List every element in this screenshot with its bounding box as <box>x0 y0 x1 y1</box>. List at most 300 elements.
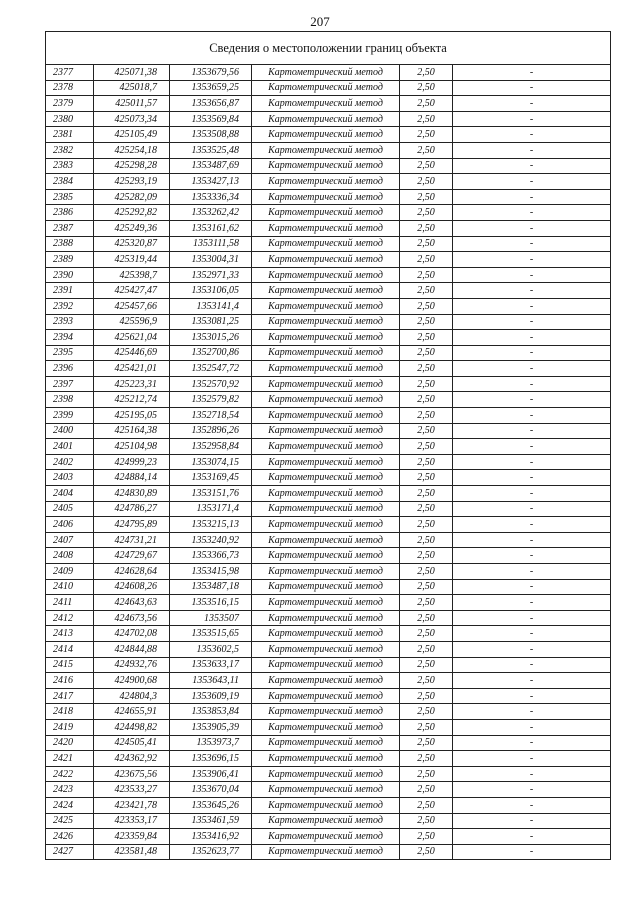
point-number-cell: 2411 <box>46 595 94 611</box>
accuracy-cell: 2,50 <box>400 142 453 158</box>
accuracy-cell: 2,50 <box>400 189 453 205</box>
description-cell: - <box>453 751 611 767</box>
description-cell: - <box>453 330 611 346</box>
coordinate-y-cell: 1352718,54 <box>170 408 252 424</box>
table-row <box>46 65 611 81</box>
description-cell: - <box>453 220 611 236</box>
coordinate-x-cell: 425254,18 <box>94 142 170 158</box>
accuracy-cell: 2,50 <box>400 96 453 112</box>
coordinate-x-cell: 424900,68 <box>94 673 170 689</box>
point-number-cell: 2377 <box>46 65 94 81</box>
determination-method-cell: Картометрический метод <box>252 486 400 502</box>
determination-method-cell: Картометрический метод <box>252 236 400 252</box>
coordinate-y-cell: 1353569,84 <box>170 111 252 127</box>
coordinate-y-cell: 1353525,48 <box>170 142 252 158</box>
determination-method-cell: Картометрический метод <box>252 314 400 330</box>
determination-method-cell: Картометрический метод <box>252 641 400 657</box>
coordinate-x-cell: 425427,47 <box>94 283 170 299</box>
description-cell: - <box>453 96 611 112</box>
determination-method-cell: Картометрический метод <box>252 267 400 283</box>
coordinate-y-cell: 1353973,7 <box>170 735 252 751</box>
description-cell: - <box>453 65 611 81</box>
description-cell: - <box>453 501 611 517</box>
accuracy-cell: 2,50 <box>400 298 453 314</box>
coordinate-x-cell: 425164,38 <box>94 423 170 439</box>
determination-method-cell: Картометрический метод <box>252 439 400 455</box>
coordinate-y-cell: 1353336,34 <box>170 189 252 205</box>
description-cell: - <box>453 564 611 580</box>
determination-method-cell: Картометрический метод <box>252 142 400 158</box>
coordinate-x-cell: 425249,36 <box>94 220 170 236</box>
coordinate-y-cell: 1353461,59 <box>170 813 252 829</box>
coordinate-x-cell: 424731,21 <box>94 532 170 548</box>
accuracy-cell: 2,50 <box>400 236 453 252</box>
description-cell: - <box>453 423 611 439</box>
determination-method-cell: Картометрический метод <box>252 688 400 704</box>
determination-method-cell: Картометрический метод <box>252 813 400 829</box>
determination-method-cell: Картометрический метод <box>252 579 400 595</box>
table-row <box>46 142 611 158</box>
coordinate-x-cell: 425596,9 <box>94 314 170 330</box>
determination-method-cell: Картометрический метод <box>252 719 400 735</box>
accuracy-cell: 2,50 <box>400 408 453 424</box>
coordinate-x-cell: 425298,28 <box>94 158 170 174</box>
coordinate-x-cell: 425421,01 <box>94 361 170 377</box>
coordinate-x-cell: 424628,64 <box>94 564 170 580</box>
accuracy-cell: 2,50 <box>400 813 453 829</box>
coordinate-x-cell: 425073,34 <box>94 111 170 127</box>
point-number-cell: 2423 <box>46 782 94 798</box>
accuracy-cell: 2,50 <box>400 267 453 283</box>
coordinate-x-cell: 424702,08 <box>94 626 170 642</box>
description-cell: - <box>453 376 611 392</box>
coordinate-x-cell: 425446,69 <box>94 345 170 361</box>
coordinate-y-cell: 1352547,72 <box>170 361 252 377</box>
accuracy-cell: 2,50 <box>400 330 453 346</box>
coordinate-y-cell: 1353215,13 <box>170 517 252 533</box>
determination-method-cell: Картометрический метод <box>252 766 400 782</box>
description-cell: - <box>453 361 611 377</box>
determination-method-cell: Картометрический метод <box>252 205 400 221</box>
accuracy-cell: 2,50 <box>400 392 453 408</box>
determination-method-cell: Картометрический метод <box>252 189 400 205</box>
accuracy-cell: 2,50 <box>400 704 453 720</box>
table-row <box>46 673 611 689</box>
point-number-cell: 2420 <box>46 735 94 751</box>
accuracy-cell: 2,50 <box>400 673 453 689</box>
table-row <box>46 96 611 112</box>
accuracy-cell: 2,50 <box>400 548 453 564</box>
description-cell: - <box>453 579 611 595</box>
coordinate-y-cell: 1353081,25 <box>170 314 252 330</box>
point-number-cell: 2388 <box>46 236 94 252</box>
table-row <box>46 782 611 798</box>
determination-method-cell: Картометрический метод <box>252 96 400 112</box>
coordinate-y-cell: 1353366,73 <box>170 548 252 564</box>
coordinate-y-cell: 1352579,82 <box>170 392 252 408</box>
table-row <box>46 111 611 127</box>
description-cell: - <box>453 314 611 330</box>
accuracy-cell: 2,50 <box>400 439 453 455</box>
coordinate-y-cell: 1353262,42 <box>170 205 252 221</box>
table-row <box>46 330 611 346</box>
description-cell: - <box>453 813 611 829</box>
coordinate-y-cell: 1353645,26 <box>170 797 252 813</box>
determination-method-cell: Картометрический метод <box>252 158 400 174</box>
coordinate-x-cell: 423675,56 <box>94 766 170 782</box>
accuracy-cell: 2,50 <box>400 486 453 502</box>
coordinate-y-cell: 1353906,41 <box>170 766 252 782</box>
table-row <box>46 408 611 424</box>
coordinate-x-cell: 425018,7 <box>94 80 170 96</box>
point-number-cell: 2386 <box>46 205 94 221</box>
description-cell: - <box>453 595 611 611</box>
description-cell: - <box>453 345 611 361</box>
accuracy-cell: 2,50 <box>400 174 453 190</box>
description-cell: - <box>453 470 611 486</box>
determination-method-cell: Картометрический метод <box>252 673 400 689</box>
boundary-coordinates-table <box>45 31 611 860</box>
coordinate-y-cell: 1353602,5 <box>170 641 252 657</box>
accuracy-cell: 2,50 <box>400 564 453 580</box>
coordinate-y-cell: 1353415,98 <box>170 564 252 580</box>
accuracy-cell: 2,50 <box>400 844 453 860</box>
coordinate-y-cell: 1353427,13 <box>170 174 252 190</box>
point-number-cell: 2410 <box>46 579 94 595</box>
determination-method-cell: Картометрический метод <box>252 797 400 813</box>
table-row <box>46 751 611 767</box>
table-row <box>46 719 611 735</box>
coordinate-y-cell: 1353609,19 <box>170 688 252 704</box>
accuracy-cell: 2,50 <box>400 314 453 330</box>
point-number-cell: 2402 <box>46 454 94 470</box>
description-cell: - <box>453 189 611 205</box>
coordinate-x-cell: 425195,05 <box>94 408 170 424</box>
point-number-cell: 2385 <box>46 189 94 205</box>
accuracy-cell: 2,50 <box>400 345 453 361</box>
point-number-cell: 2412 <box>46 610 94 626</box>
coordinate-x-cell: 424999,23 <box>94 454 170 470</box>
coordinate-y-cell: 1353656,87 <box>170 96 252 112</box>
description-cell: - <box>453 610 611 626</box>
table-row <box>46 80 611 96</box>
accuracy-cell: 2,50 <box>400 65 453 81</box>
table-row <box>46 283 611 299</box>
table-row <box>46 641 611 657</box>
point-number-cell: 2409 <box>46 564 94 580</box>
coordinate-x-cell: 424673,56 <box>94 610 170 626</box>
point-number-cell: 2403 <box>46 470 94 486</box>
point-number-cell: 2427 <box>46 844 94 860</box>
determination-method-cell: Картометрический метод <box>252 657 400 673</box>
point-number-cell: 2399 <box>46 408 94 424</box>
determination-method-cell: Картометрический метод <box>252 782 400 798</box>
determination-method-cell: Картометрический метод <box>252 252 400 268</box>
table-row <box>46 470 611 486</box>
accuracy-cell: 2,50 <box>400 283 453 299</box>
table-row <box>46 252 611 268</box>
point-number-cell: 2419 <box>46 719 94 735</box>
point-number-cell: 2396 <box>46 361 94 377</box>
coordinate-y-cell: 1353659,25 <box>170 80 252 96</box>
determination-method-cell: Картометрический метод <box>252 283 400 299</box>
coordinate-y-cell: 1353633,17 <box>170 657 252 673</box>
description-cell: - <box>453 626 611 642</box>
coordinate-x-cell: 425071,38 <box>94 65 170 81</box>
point-number-cell: 2416 <box>46 673 94 689</box>
coordinate-y-cell: 1353004,31 <box>170 252 252 268</box>
table-row <box>46 595 611 611</box>
table-row <box>46 454 611 470</box>
accuracy-cell: 2,50 <box>400 688 453 704</box>
accuracy-cell: 2,50 <box>400 517 453 533</box>
coordinate-y-cell: 1352971,33 <box>170 267 252 283</box>
table-row <box>46 688 611 704</box>
coordinate-y-cell: 1353169,45 <box>170 470 252 486</box>
table-row <box>46 220 611 236</box>
table-row <box>46 267 611 283</box>
description-cell: - <box>453 298 611 314</box>
coordinate-y-cell: 1352623,77 <box>170 844 252 860</box>
accuracy-cell: 2,50 <box>400 80 453 96</box>
coordinate-y-cell: 1353171,4 <box>170 501 252 517</box>
description-cell: - <box>453 408 611 424</box>
point-number-cell: 2393 <box>46 314 94 330</box>
table-row <box>46 829 611 845</box>
point-number-cell: 2384 <box>46 174 94 190</box>
coordinate-x-cell: 423359,84 <box>94 829 170 845</box>
table-row <box>46 392 611 408</box>
determination-method-cell: Картометрический метод <box>252 376 400 392</box>
coordinate-y-cell: 1353696,15 <box>170 751 252 767</box>
determination-method-cell: Картометрический метод <box>252 174 400 190</box>
table-row <box>46 657 611 673</box>
accuracy-cell: 2,50 <box>400 797 453 813</box>
coordinate-x-cell: 424498,82 <box>94 719 170 735</box>
coordinate-x-cell: 424505,41 <box>94 735 170 751</box>
determination-method-cell: Картометрический метод <box>252 610 400 626</box>
point-number-cell: 2379 <box>46 96 94 112</box>
point-number-cell: 2389 <box>46 252 94 268</box>
coordinate-y-cell: 1353516,15 <box>170 595 252 611</box>
point-number-cell: 2405 <box>46 501 94 517</box>
determination-method-cell: Картометрический метод <box>252 298 400 314</box>
description-cell: - <box>453 688 611 704</box>
determination-method-cell: Картометрический метод <box>252 517 400 533</box>
description-cell: - <box>453 439 611 455</box>
coordinate-x-cell: 425320,87 <box>94 236 170 252</box>
accuracy-cell: 2,50 <box>400 205 453 221</box>
coordinate-y-cell: 1353074,15 <box>170 454 252 470</box>
point-number-cell: 2424 <box>46 797 94 813</box>
point-number-cell: 2406 <box>46 517 94 533</box>
description-cell: - <box>453 205 611 221</box>
accuracy-cell: 2,50 <box>400 252 453 268</box>
coordinate-y-cell: 1353905,39 <box>170 719 252 735</box>
accuracy-cell: 2,50 <box>400 470 453 486</box>
coordinate-y-cell: 1353679,56 <box>170 65 252 81</box>
table-row <box>46 376 611 392</box>
description-cell: - <box>453 657 611 673</box>
coordinate-y-cell: 1353507 <box>170 610 252 626</box>
determination-method-cell: Картометрический метод <box>252 423 400 439</box>
table-row <box>46 423 611 439</box>
table-row <box>46 501 611 517</box>
table-row <box>46 158 611 174</box>
determination-method-cell: Картометрический метод <box>252 829 400 845</box>
point-number-cell: 2391 <box>46 283 94 299</box>
point-number-cell: 2380 <box>46 111 94 127</box>
accuracy-cell: 2,50 <box>400 361 453 377</box>
coordinate-x-cell: 424786,27 <box>94 501 170 517</box>
table-row <box>46 314 611 330</box>
coordinate-x-cell: 425319,44 <box>94 252 170 268</box>
point-number-cell: 2407 <box>46 532 94 548</box>
determination-method-cell: Картометрический метод <box>252 704 400 720</box>
coordinate-x-cell: 425011,57 <box>94 96 170 112</box>
determination-method-cell: Картометрический метод <box>252 844 400 860</box>
coordinate-x-cell: 423581,48 <box>94 844 170 860</box>
description-cell: - <box>453 766 611 782</box>
description-cell: - <box>453 267 611 283</box>
point-number-cell: 2414 <box>46 641 94 657</box>
table-row <box>46 735 611 751</box>
accuracy-cell: 2,50 <box>400 501 453 517</box>
accuracy-cell: 2,50 <box>400 641 453 657</box>
table-title-row <box>46 32 611 65</box>
description-cell: - <box>453 174 611 190</box>
determination-method-cell: Картометрический метод <box>252 548 400 564</box>
table-row <box>46 174 611 190</box>
accuracy-cell: 2,50 <box>400 376 453 392</box>
description-cell: - <box>453 142 611 158</box>
coordinate-y-cell: 1353515,65 <box>170 626 252 642</box>
coordinate-x-cell: 424932,76 <box>94 657 170 673</box>
point-number-cell: 2387 <box>46 220 94 236</box>
coordinate-y-cell: 1353853,84 <box>170 704 252 720</box>
description-cell: - <box>453 673 611 689</box>
coordinate-y-cell: 1352958,84 <box>170 439 252 455</box>
description-cell: - <box>453 719 611 735</box>
table-row <box>46 548 611 564</box>
point-number-cell: 2418 <box>46 704 94 720</box>
coordinate-y-cell: 1353161,62 <box>170 220 252 236</box>
determination-method-cell: Картометрический метод <box>252 345 400 361</box>
point-number-cell: 2400 <box>46 423 94 439</box>
coordinate-x-cell: 423421,78 <box>94 797 170 813</box>
point-number-cell: 2404 <box>46 486 94 502</box>
point-number-cell: 2395 <box>46 345 94 361</box>
point-number-cell: 2426 <box>46 829 94 845</box>
determination-method-cell: Картометрический метод <box>252 80 400 96</box>
table-row <box>46 345 611 361</box>
accuracy-cell: 2,50 <box>400 127 453 143</box>
determination-method-cell: Картометрический метод <box>252 220 400 236</box>
accuracy-cell: 2,50 <box>400 579 453 595</box>
coordinate-x-cell: 424362,92 <box>94 751 170 767</box>
determination-method-cell: Картометрический метод <box>252 532 400 548</box>
point-number-cell: 2392 <box>46 298 94 314</box>
point-number-cell: 2383 <box>46 158 94 174</box>
coordinate-x-cell: 424608,26 <box>94 579 170 595</box>
accuracy-cell: 2,50 <box>400 766 453 782</box>
description-cell: - <box>453 548 611 564</box>
description-cell: - <box>453 252 611 268</box>
description-cell: - <box>453 80 611 96</box>
determination-method-cell: Картометрический метод <box>252 330 400 346</box>
table-row <box>46 610 611 626</box>
accuracy-cell: 2,50 <box>400 735 453 751</box>
table-row <box>46 626 611 642</box>
description-cell: - <box>453 532 611 548</box>
point-number-cell: 2397 <box>46 376 94 392</box>
point-number-cell: 2413 <box>46 626 94 642</box>
point-number-cell: 2401 <box>46 439 94 455</box>
table-row <box>46 361 611 377</box>
accuracy-cell: 2,50 <box>400 423 453 439</box>
determination-method-cell: Картометрический метод <box>252 454 400 470</box>
point-number-cell: 2398 <box>46 392 94 408</box>
accuracy-cell: 2,50 <box>400 220 453 236</box>
determination-method-cell: Картометрический метод <box>252 361 400 377</box>
point-number-cell: 2390 <box>46 267 94 283</box>
point-number-cell: 2417 <box>46 688 94 704</box>
determination-method-cell: Картометрический метод <box>252 735 400 751</box>
coordinate-x-cell: 424655,91 <box>94 704 170 720</box>
coordinate-x-cell: 424844,88 <box>94 641 170 657</box>
description-cell: - <box>453 127 611 143</box>
coordinate-y-cell: 1353106,05 <box>170 283 252 299</box>
accuracy-cell: 2,50 <box>400 751 453 767</box>
coordinate-y-cell: 1353508,88 <box>170 127 252 143</box>
table-row <box>46 236 611 252</box>
determination-method-cell: Картометрический метод <box>252 127 400 143</box>
accuracy-cell: 2,50 <box>400 454 453 470</box>
coordinate-x-cell: 425282,09 <box>94 189 170 205</box>
accuracy-cell: 2,50 <box>400 657 453 673</box>
description-cell: - <box>453 283 611 299</box>
accuracy-cell: 2,50 <box>400 626 453 642</box>
coordinate-y-cell: 1353487,18 <box>170 579 252 595</box>
coordinate-y-cell: 1353416,92 <box>170 829 252 845</box>
table-row <box>46 189 611 205</box>
accuracy-cell: 2,50 <box>400 829 453 845</box>
coordinate-x-cell: 423533,27 <box>94 782 170 798</box>
determination-method-cell: Картометрический метод <box>252 751 400 767</box>
table-row <box>46 486 611 502</box>
accuracy-cell: 2,50 <box>400 782 453 798</box>
coordinate-x-cell: 424804,3 <box>94 688 170 704</box>
coordinate-x-cell: 425621,04 <box>94 330 170 346</box>
description-cell: - <box>453 454 611 470</box>
coordinate-y-cell: 1353487,69 <box>170 158 252 174</box>
description-cell: - <box>453 392 611 408</box>
coordinate-x-cell: 425293,19 <box>94 174 170 190</box>
coordinate-x-cell: 424729,67 <box>94 548 170 564</box>
accuracy-cell: 2,50 <box>400 595 453 611</box>
determination-method-cell: Картометрический метод <box>252 501 400 517</box>
coordinate-x-cell: 424830,89 <box>94 486 170 502</box>
table-row <box>46 532 611 548</box>
description-cell: - <box>453 486 611 502</box>
determination-method-cell: Картометрический метод <box>252 595 400 611</box>
table-row <box>46 704 611 720</box>
page-number: 207 <box>310 14 330 29</box>
accuracy-cell: 2,50 <box>400 532 453 548</box>
determination-method-cell: Картометрический метод <box>252 392 400 408</box>
point-number-cell: 2425 <box>46 813 94 829</box>
determination-method-cell: Картометрический метод <box>252 65 400 81</box>
